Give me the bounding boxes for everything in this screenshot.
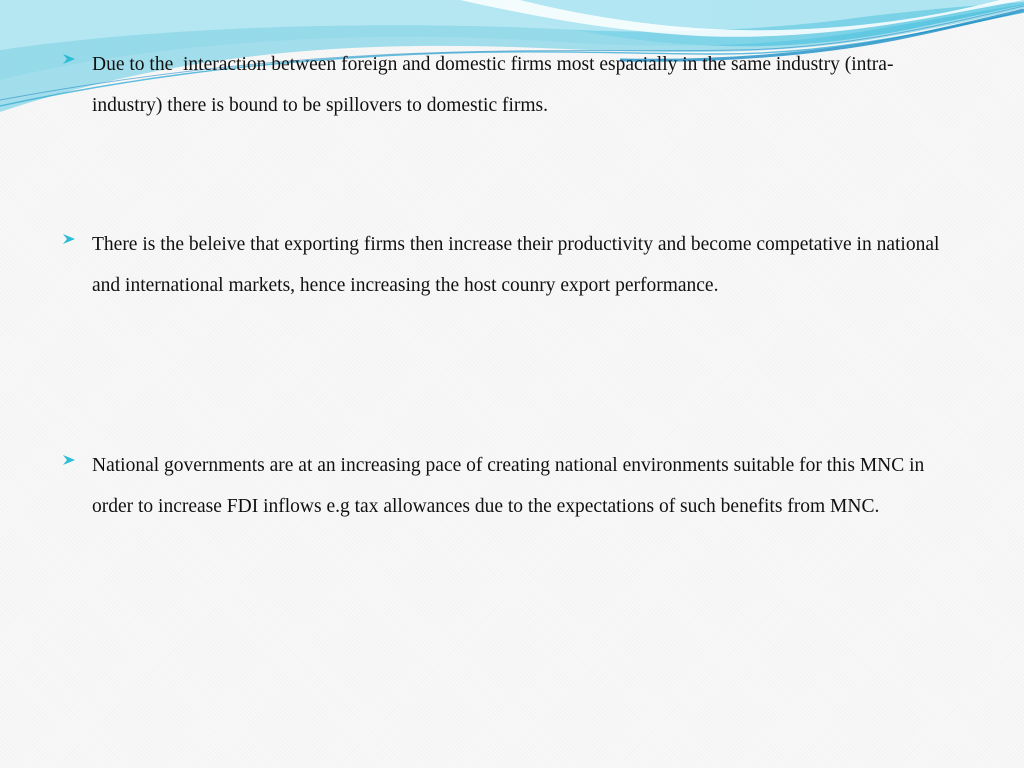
bullet-text: There is the beleive that exporting firms then increase their productivity and become competative in national and international markets, hence increasing the host counry export performance. <box>92 234 945 296</box>
bullet-text: National governments are at an increasing pace of creating national environments suitable for this MNC in order to increase FDI inflows e.g tax allowances due to the expectations of such benefits from MNC. <box>92 455 930 517</box>
arrow-right-icon <box>62 454 76 466</box>
bullet-text: Due to the interaction between foreign and domestic firms most espacially in the same industry (intra-industry) there is bound to be spillovers to domestic firms. <box>92 54 894 116</box>
arrow-right-icon <box>62 233 76 245</box>
arrow-right-icon <box>62 53 76 65</box>
